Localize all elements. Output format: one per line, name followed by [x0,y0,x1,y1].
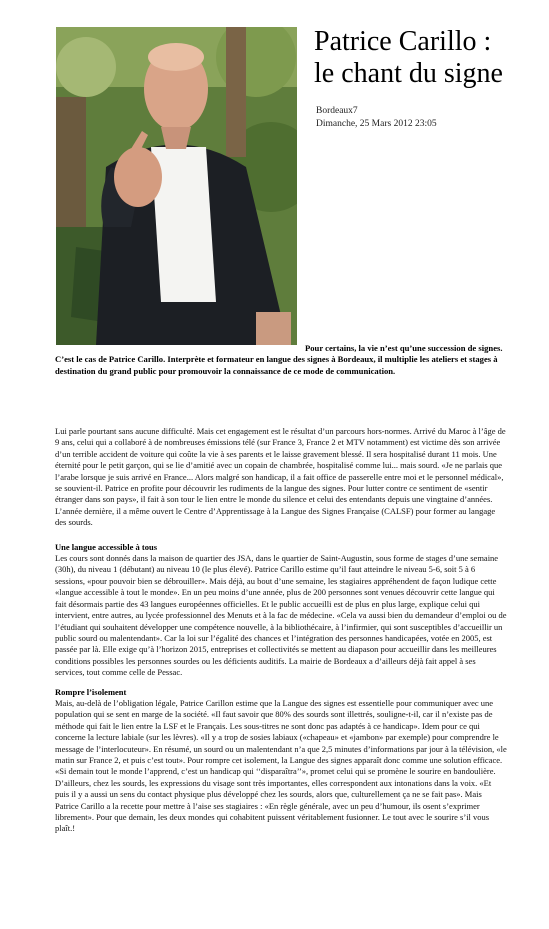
article-body [55,426,507,835]
article-meta [316,105,437,131]
article-date: Dimanche, 25 Mars 2012 23:05 [316,119,437,129]
section-heading-1: Une langue accessible à tous [55,541,157,552]
portrait-photo-icon [56,27,297,345]
article-source: Bordeaux7 [316,106,358,116]
lead-text: Pour certains, la vie n’est qu’une succession de signes. C’est le cas de Patrice Carillo. Interprète et formateur en langue des signes à Bordeaux, il multiplie les ateliers et stages à destination du grand public pour promouvoir la connaissance de ce mode de communication. [55,343,503,376]
spacer [55,679,507,687]
paragraph-1: Lui parle pourtant sans aucune difficulté. Mais cet engagement est le résultat d’un parcours hors-normes. Arrivé du Maroc à l’âge de 9 ans, celui qui a collaboré à de nombreuses émissions télé (sur France 3, France 2 et MTV notamment) est victime dès son arrivée d’un terrible accident de voiture qui coûte la vie à ses parents et le laisse gravement blessé. Il sera hospitalisé durant 11 mois. Une éternité pour le petit garçon, qui se lie d’amitié avec un copain de chambrée, hospitalisé comme lui... mais sourd. «Je ne parlais que l’arabe lorsque je suis arrivé en France... Alors malgré son handicap, il a fait office de passerelle entre moi et le personnel médical», se souvient-il. Patrice en profite pour découvrir les rudiments de la langue des signes. Pour lutter contre ce sentiment de «sentir étranger dans son pays», il fait à son tour le lien entre le monde du silence et celui des entendants depuis une vingtaine d’années. L’année dernière, il a même ouvert le Centre d’Apprentissage à la Langue des Signes Française (CALSF) pour former au langage des sourds. [55,426,506,528]
title-line-1: Patrice Carillo : [314,26,492,57]
paragraph-3: Mais, au-delà de l’obligation légale, Patrice Carillon estime que la Langue des signes est essentielle pour communiquer avec une population qui se sent en marge de la société. «Il faut savoir que 80% des sourds sont illettrés, souligne-t-il, car il n’existe pas de méthode qui fait le lien entre la LSF et le Français. Les sous-titres ne sont donc pas adaptés à ce handicap». Idem pour ce qui concerne la lecture labiale (sur les lèvres). «Il y a trop de sosies labiaux («chapeau» et «jambon» par exemple) pour comprendre le message de l’interlocuteur». En résumé, un sourd ou un malentendant n’a que 2,5 minutes d’informations par jour à la télévision, «le matin sur France 2, et puis c’est tout». Pour rompre cet isolement, la Langue des signes apparaît donc comme une solution efficace. «Si demain tout le monde l’apprend, c’est un handicap qui ‘‘disparaîtra’’», promet celui qui se promène le sourire en bandoulière. D’ailleurs, chez les sourds, les expressions du visage sont très importantes, elles correspondent aux intonations dans la voix. «Et puis il y a aussi un sens du contact physique plus développé chez les sourds, alors que, culturellement ça ne se fait pas». Mais Patrice Carillo a la recette pour mettre à l’aise ses stagiaires : «En règle générale, avec un peu d’humour, ils osent s’exprimer librement». Pour que demain, les deux mondes qui cohabitent puissent véritablement fusionner. Le tout avec le sourire s’il vous plaît.! [55,697,507,834]
paragraph-2: Les cours sont donnés dans la maison de quartier des JSA, dans le quartier de Saint-Augustin, sous forme de stages d’une semaine (30h), du niveau 1 (débutant) au niveau 10 (le plus élevé). Patrice Carillo estime qu’il faut atteindre le niveau 5-6, soit 5 à 6 sessions, «pour pouvoir bien se débrouiller». Mais déjà, au bout d’une semaine, les stagiaires appréhendent de façon ludique cette «langue accessible à tout le monde». En un peu moins d’une année, plus de 200 personnes sont venues découvrir cette langue qui fait désormais partie des 43 langues européennes officielles. Et le public accueilli est de plus en plus large, explique celui qui intervient, entre autres, au lycée professionnel des Menuts et à la fac de médecine. «Cela va aussi bien du demandeur d’emploi ou de l’étudiant qui souhaitent développer une compétence nouvelle, à la bibliothécaire, à l’infirmier, qui sont susceptibles d’accueillir un public sourd ou malentendant». Car la loi sur l’égalité des chances et l’intégration des personnes handicapées, votée en 2005, est passée par là. Elle exige qu’à l’horizon 2015, entreprises et collectivités se mettent au diapason pour accueillir dans les meilleures conditions possibles les personnes sourdes ou les déficients auditifs. La mairie de Bordeaux a d’ailleurs déjà fait appel à ses services, tout comme celle de Pessac. [55,553,507,678]
article-lead [55,343,503,377]
article-photo [56,27,297,345]
title-line-2: le chant du signe [314,58,503,89]
section-heading-2: Rompre l’isolement [55,686,127,697]
spacer [55,529,507,542]
article-title [314,26,542,90]
